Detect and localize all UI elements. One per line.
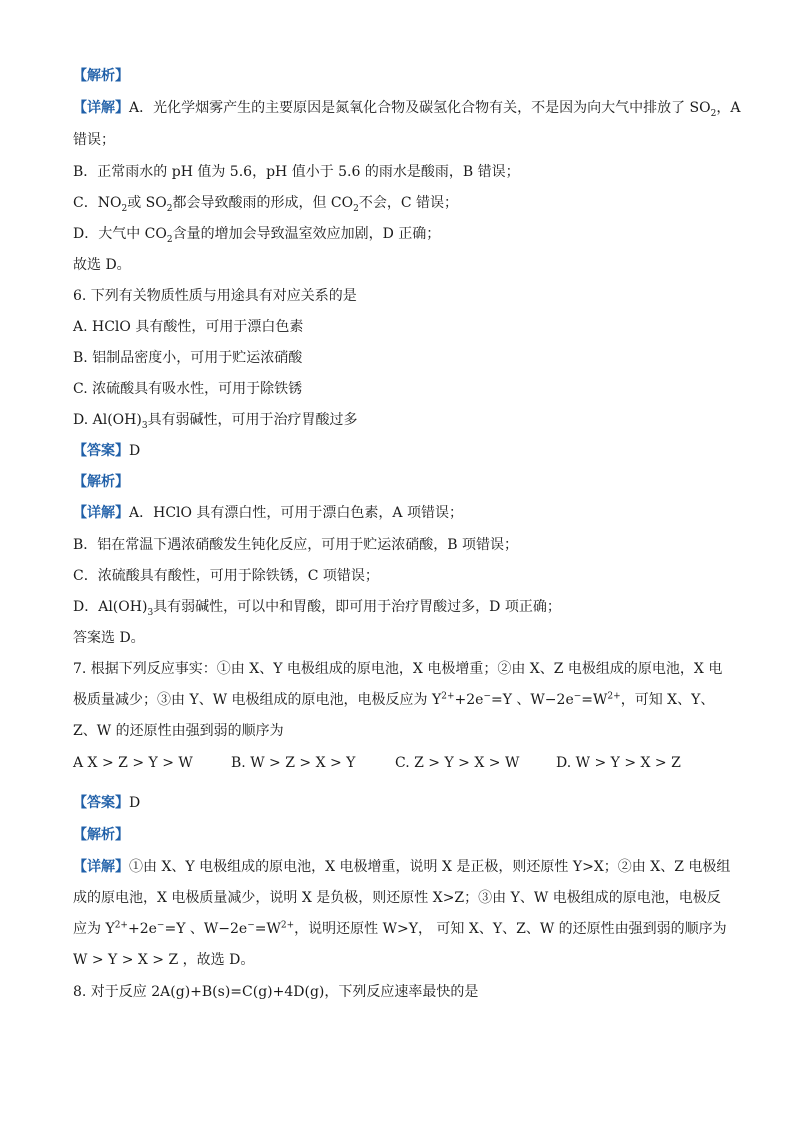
question-7-detail-line-1: 【详解】①由 X、Y 电极组成的原电池，X 电极增重，说明 X 是正极，则还原性 Y>X；②由 X、Z 电极组 xyxy=(73,859,731,875)
question-7-options xyxy=(73,753,681,773)
question-6-option-a: A. HClO 具有酸性，可用于漂白色素 xyxy=(73,319,304,335)
detail-q5-option-c: C．$NO_2$或 $SO_2$都会导致酸雨的形成，但 $CO_2$不会，C 错误； xyxy=(73,195,458,214)
question-7-option-d: D. W > Y > X > Z xyxy=(556,755,681,771)
question-6-detail-d: D．$Al(OH)_3$具有弱碱性，可以中和胃酸，即可用于治疗胃酸过多，D 项正确； xyxy=(73,599,561,618)
question-6-analysis-heading: 【解析】 xyxy=(73,474,129,490)
question-8-stem: 8. 对于反应 2A(g)+B(s)=C(g)+4D(g)，下列反应速率最快的是 xyxy=(73,984,479,1000)
question-7-analysis-heading: 【解析】 xyxy=(73,827,129,843)
question-6-option-c: C. 浓硫酸具有吸水性，可用于除铁锈 xyxy=(73,381,303,397)
question-7-stem-line-1: 7. 根据下列反应事实：①由 X、Y 电极组成的原电池，X 电极增重；②由 X、Z 电极组成的原电池，X 电 xyxy=(73,661,723,677)
detail-q5-conclusion: 故选 D。 xyxy=(73,257,131,273)
question-6-detail-c: C．浓硫酸具有酸性，可用于除铁锈，C 项错误； xyxy=(73,568,379,584)
question-6-detail-b: B．铝在常温下遇浓硝酸发生钝化反应，可用于贮运浓硝酸，B 项错误； xyxy=(73,537,519,553)
question-7-option-a: A X > Z > Y > W xyxy=(73,755,193,771)
detail-q5-line-2: 错误； xyxy=(73,132,115,148)
analysis-heading: 【解析】 xyxy=(73,68,129,84)
question-6-option-d: D. $Al(OH)_3$具有弱碱性，可用于治疗胃酸过多 xyxy=(73,412,358,431)
detail-q5-option-d: D．大气中 $CO_2$含量的增加会导致温室效应加剧，D 正确； xyxy=(73,226,441,245)
question-6-detail-a: 【详解】A．HClO 具有漂白性，可用于漂白色素，A 项错误； xyxy=(73,505,463,521)
question-6-answer: 【答案】D xyxy=(73,443,141,459)
question-6-conclusion: 答案选 D。 xyxy=(73,630,145,646)
question-7-option-c: C. Z > Y > X > W xyxy=(395,755,520,771)
question-7-answer: 【答案】D xyxy=(73,795,141,811)
question-7-detail-line-2: 成的原电池，X 电极质量减少，说明 X 是负极，则还原性 X>Z；③由 Y、W 电极组成的原电池，电极反 xyxy=(73,890,721,906)
question-6-stem: 6. 下列有关物质性质与用途具有对应关系的是 xyxy=(73,288,357,304)
detail-q5-line-1: 【详解】A．光化学烟雾产生的主要原因是氮氧化合物及碳氢化合物有关，不是因为向大气中排放了 $SO_2$，A xyxy=(73,100,741,119)
question-7-stem-line-3: Z、W 的还原性由强到弱的顺序为 xyxy=(73,723,284,739)
question-7-option-b: B. W > Z > X > Y xyxy=(231,755,356,771)
question-7-stem-line-2: 极质量减少；③由 Y、W 电极组成的原电池，电极反应为 $Y^{2+}+2e^-=Y$ 、$W-2e^-=W^{2+}$，可知 X、Y、 xyxy=(73,691,715,708)
question-6-option-b: B. 铝制品密度小，可用于贮运浓硝酸 xyxy=(73,350,303,366)
detail-q5-option-b: B．正常雨水的 pH 值为 5.6，pH 值小于 5.6 的雨水是酸雨，B 错误； xyxy=(73,164,520,180)
question-7-detail-line-4: W > Y > X > Z ，故选 D。 xyxy=(73,952,255,968)
question-7-detail-line-3: 应为 $Y^{2+}+2e^-=Y$ 、$W-2e^-=W^{2+}$，说明还原性 W>Y， 可知 X、Y、Z、W 的还原性由强到弱的顺序为 xyxy=(73,920,727,937)
